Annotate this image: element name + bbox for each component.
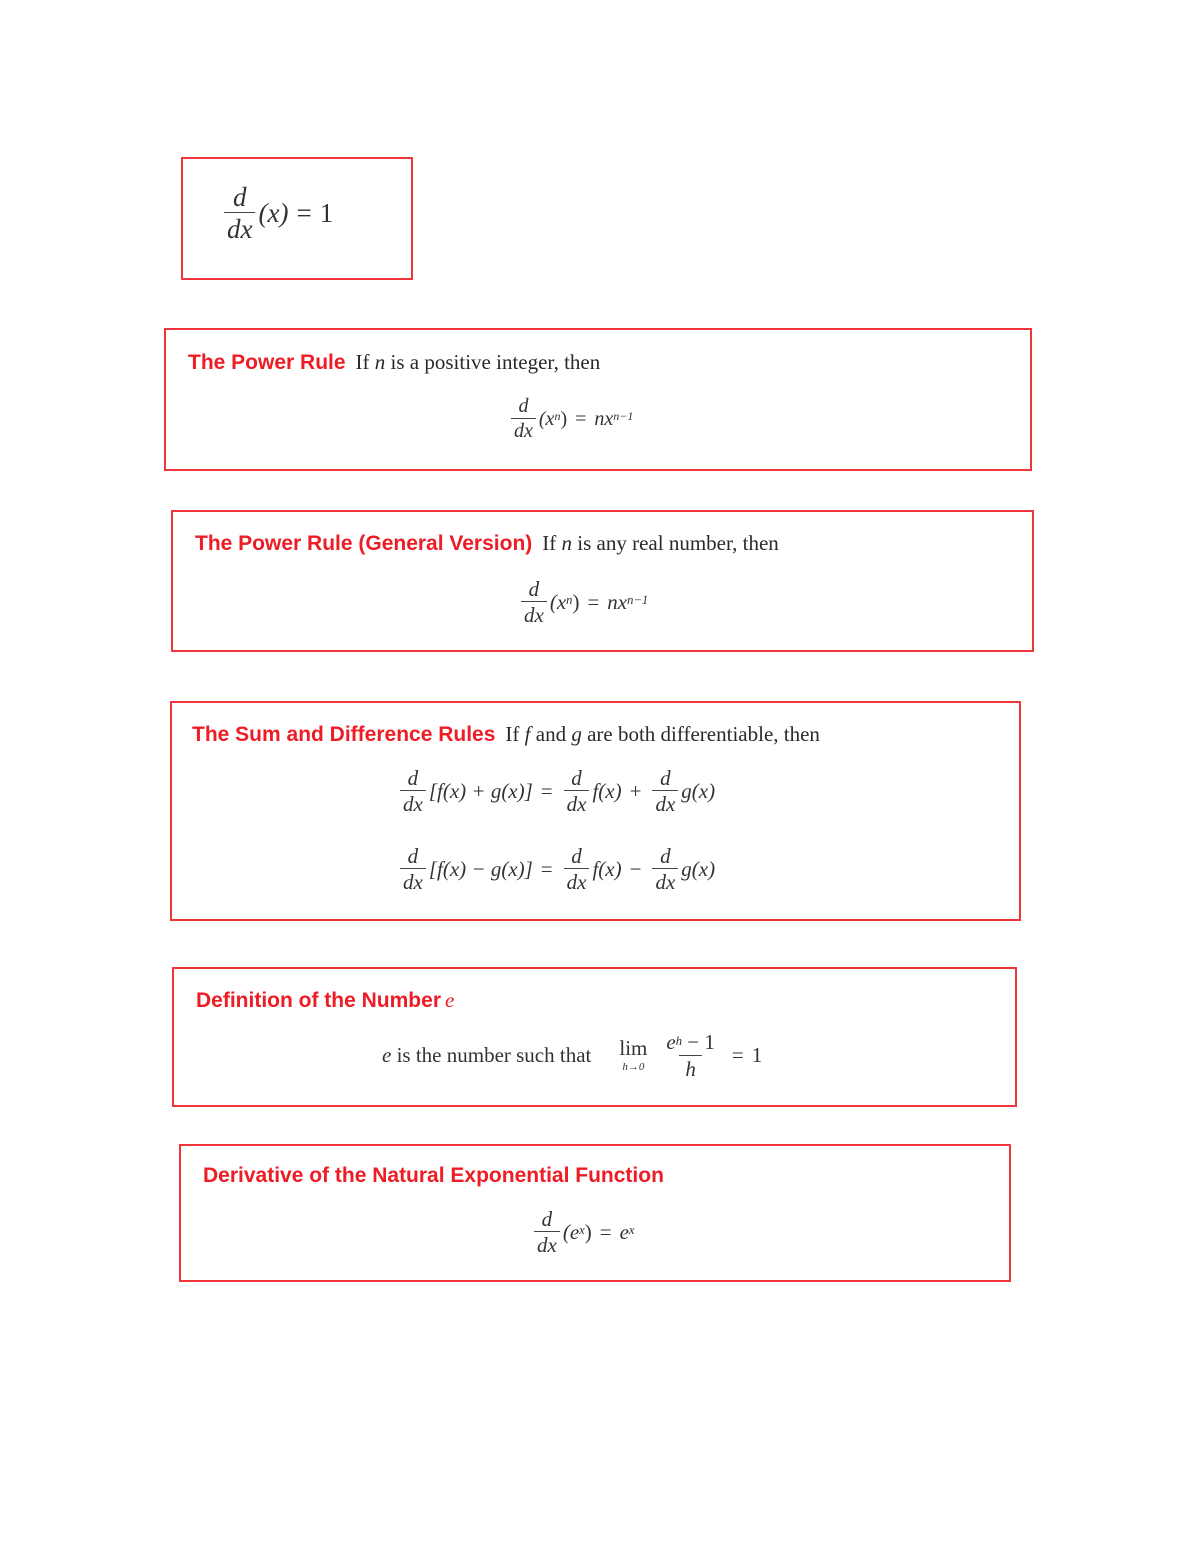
fraction-denominator: dx [652, 790, 678, 815]
number-e-formula [382, 1031, 762, 1080]
formula-rhs: 1 [319, 197, 334, 228]
formula-term-f: f(x) [592, 856, 622, 881]
equals-sign: = [587, 589, 600, 614]
fraction-numerator: d [541, 1207, 553, 1231]
power-rule-title: The Power Rule [188, 351, 346, 374]
fraction-numerator: d [571, 766, 582, 790]
sum-difference-statement: If f and g are both differentiable, then [505, 722, 820, 746]
fraction-denominator: dx [564, 790, 590, 815]
power-rule-header [188, 350, 600, 375]
fraction-denominator: dx [534, 1231, 560, 1256]
number-e-title-variable: e [445, 988, 455, 1012]
power-rule-formula [508, 396, 633, 442]
fraction-numerator: d [232, 182, 247, 212]
formula-term-g: g(x) [681, 856, 716, 881]
formula-term-f: f(x) [592, 778, 622, 803]
equals-sign: = [599, 1219, 612, 1244]
minus-sign: − [629, 856, 642, 881]
natural-exponential-formula [531, 1208, 635, 1256]
plus-sign: + [629, 778, 642, 803]
derivative-operator [511, 396, 536, 442]
power-rule-general-statement: If n is any real number, then [542, 531, 779, 555]
difference-rule-formula [397, 845, 715, 893]
number-e-title: Definition of the Number [196, 989, 441, 1012]
derivative-operator [534, 1208, 560, 1256]
derivative-operator [652, 767, 678, 815]
derivative-operator [400, 767, 426, 815]
formula-argument: $(x^n)$ [538, 407, 568, 430]
fraction-numerator: d [518, 395, 529, 417]
derivative-operator [652, 845, 678, 893]
derivative-operator [564, 767, 590, 815]
fraction-denominator: dx [564, 868, 590, 893]
sum-difference-rules-box [170, 701, 1021, 921]
derivative-operator [521, 578, 547, 626]
equals-sign: = [575, 407, 587, 430]
formula-rhs: 1 [751, 1043, 763, 1068]
fraction-numerator: d [660, 844, 671, 868]
limit-fraction [660, 1031, 720, 1080]
power-rule-box [164, 328, 1032, 471]
power-rule-general-title: The Power Rule (General Version) [195, 532, 533, 555]
number-e-statement: e is the number such that [382, 1043, 592, 1068]
formula-rhs: $nx^{n-1}$ [594, 407, 634, 430]
fraction-numerator: d [660, 766, 671, 790]
fraction-numerator: d [407, 844, 419, 868]
limit-subscript: h→0 [622, 1061, 645, 1074]
fraction-denominator: dx [521, 601, 547, 626]
fraction-denominator: dx [652, 868, 678, 893]
sum-difference-header [192, 722, 820, 747]
number-e-header [196, 988, 454, 1013]
formula-rhs: $e^x$ [619, 1219, 635, 1244]
limit-word: lim [619, 1036, 648, 1061]
equals-sign: = [731, 1043, 744, 1068]
formula-lhs: [f(x) − g(x)] [428, 856, 533, 881]
natural-exponential-header [203, 1164, 664, 1188]
fraction-denominator: dx [224, 212, 255, 243]
equals-sign: = [540, 856, 553, 881]
sum-rule-formula [397, 767, 715, 815]
equals-sign: = [296, 197, 312, 228]
fraction-numerator: d [571, 844, 582, 868]
natural-exponential-box [179, 1144, 1011, 1282]
fraction-denominator: dx [511, 418, 536, 442]
fraction-denominator: h [679, 1055, 702, 1080]
fraction-numerator: $e^h - 1$ [666, 1030, 715, 1054]
formula-lhs: [f(x) + g(x)] [428, 778, 533, 803]
equals-sign: = [540, 778, 553, 803]
power-rule-general-box [171, 510, 1034, 652]
formula-argument: $(x^n)$ [549, 589, 580, 614]
fraction-denominator: dx [400, 790, 426, 815]
derivative-operator [564, 845, 590, 893]
derivative-operator [224, 183, 255, 244]
formula-argument: $(e^x)$ [562, 1219, 592, 1244]
number-e-definition-box [172, 967, 1017, 1107]
fraction-denominator: dx [400, 868, 426, 893]
sum-difference-title: The Sum and Difference Rules [192, 723, 496, 746]
fraction-numerator: d [407, 766, 419, 790]
power-rule-general-formula [518, 578, 648, 626]
natural-exponential-title: Derivative of the Natural Exponential Function [203, 1164, 664, 1187]
derivative-operator [400, 845, 426, 893]
fraction-numerator: d [528, 577, 540, 601]
power-rule-general-header [195, 531, 779, 556]
formula-rhs: $nx^{n-1}$ [607, 589, 649, 614]
identity-formula [221, 183, 333, 244]
limit-operator [619, 1038, 647, 1073]
power-rule-statement: If n is a positive integer, then [355, 350, 601, 374]
formula-term-g: g(x) [681, 778, 716, 803]
identity-rule-box [181, 157, 413, 280]
formula-argument: (x) [258, 197, 289, 228]
